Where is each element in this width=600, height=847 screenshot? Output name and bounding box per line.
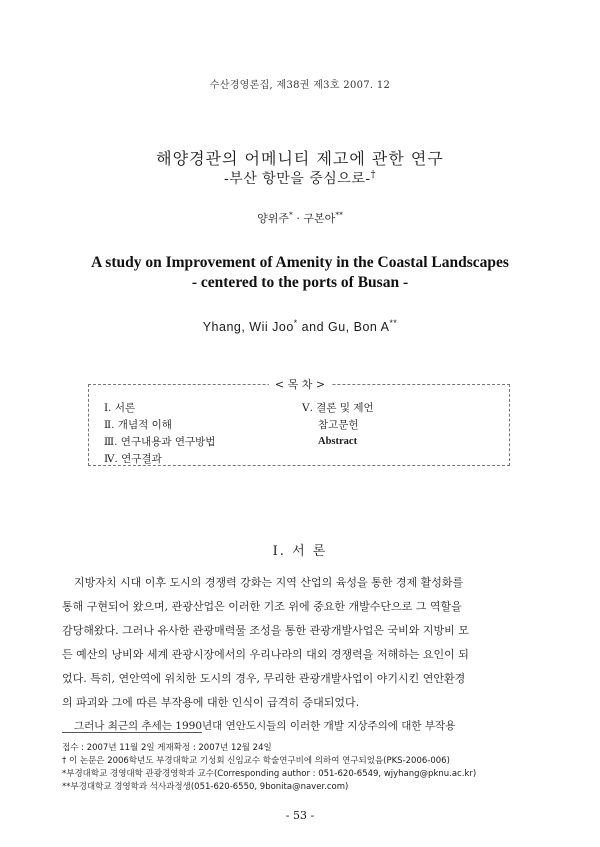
english-subtitle: - centered to the ports of Busan - xyxy=(191,274,409,291)
body-line: 감당해왔다. 그러나 유사한 관광매력물 조성을 통한 관광개발사업은 국비와 지방비 모 xyxy=(62,624,469,637)
footnote-funding: † 이 논문은 2006학년도 부경대학교 기성회 신임교수 학술연구비에 의하여 연구되었음(PKS-2006-006) xyxy=(62,756,450,766)
toc-item-5[interactable]: Ⅴ. 결론 및 제언 xyxy=(302,402,374,414)
toc-heading-text: < 목 차 > xyxy=(269,378,331,391)
author-b-ko: 구본아 xyxy=(303,212,336,225)
toc-item-3[interactable]: Ⅲ. 연구내용과 연구방법 xyxy=(104,436,216,448)
korean-subtitle-text: -부산 항만을 중심으로- xyxy=(224,171,371,187)
korean-subtitle xyxy=(0,168,600,188)
toc-heading xyxy=(0,376,600,392)
body-line: 의 파괴와 그에 따른 부작용에 대한 인식이 급격히 증대되었다. xyxy=(62,696,360,709)
author-b-mark: ** xyxy=(335,210,343,220)
footnote-author-a: *부경대학교 경영대학 관광경영학과 교수(Corresponding author : 051-620-6549, wjyhang@pknu.ac.kr) xyxy=(62,769,477,779)
footnote-received: 접수 : 2007년 11월 2일 게재확정 : 2007년 12월 24일 xyxy=(62,743,272,753)
body-line: 통해 구현되어 왔으며, 관광산업은 이러한 기조 위에 중요한 개발수단으로 그 역할을 xyxy=(62,600,462,613)
footnote-rule xyxy=(62,732,202,733)
section-heading: Ⅰ. 서 론 xyxy=(272,544,328,559)
author-a-en-mark: * xyxy=(293,318,298,328)
english-title: A study on Improvement of Amenity in the Coastal Landscapes xyxy=(91,254,509,271)
author-a-ko: 양위주 xyxy=(257,212,289,225)
author-b-en: and Gu, Bon A xyxy=(297,320,390,335)
footnote-author-b: **부경대학교 경영학과 석사과정생(051-620-6550, 9bonita@naver.com) xyxy=(62,782,349,792)
toc-item-2[interactable]: Ⅱ. 개념적 이해 xyxy=(104,419,172,431)
author-a-en: Yhang, Wii Joo xyxy=(202,320,294,335)
body-line: 그러나 최근의 추세는 1990년대 연안도시들의 이러한 개발 지상주의에 대한 부작용 xyxy=(74,720,456,732)
page-number: - 53 - xyxy=(285,809,315,822)
body-line: 든 예산의 낭비와 세계 관광시장에서의 우리나라의 대외 경쟁력을 저해하는 요인이 되 xyxy=(62,648,469,661)
author-a-mark: * xyxy=(288,210,293,220)
funding-mark: † xyxy=(370,169,376,181)
body-line: 지방자치 시대 이후 도시의 경쟁력 강화는 지역 산업의 육성을 통한 경제 활성화를 xyxy=(74,576,464,589)
author-b-en-mark: ** xyxy=(389,318,398,328)
journal-citation: 수산경영론집, 제38권 제3호 2007. 12 xyxy=(209,80,391,91)
korean-authors xyxy=(0,210,600,226)
toc-item-1[interactable]: Ⅰ. 서론 xyxy=(104,402,136,414)
toc-item-4[interactable]: Ⅳ. 연구결과 xyxy=(104,453,162,465)
korean-title: 해양경관의 어메니티 제고에 관한 연구 xyxy=(156,149,444,168)
toc-item-abstract[interactable]: Abstract xyxy=(318,436,358,447)
toc-item-references[interactable]: 참고문헌 xyxy=(318,419,359,431)
body-line: 었다. 특히, 연안역에 위치한 도시의 경우, 무리한 관광개발사업이 야기시킨 연안환경 xyxy=(62,672,466,685)
author-separator: · xyxy=(292,212,304,225)
english-authors xyxy=(0,318,600,334)
